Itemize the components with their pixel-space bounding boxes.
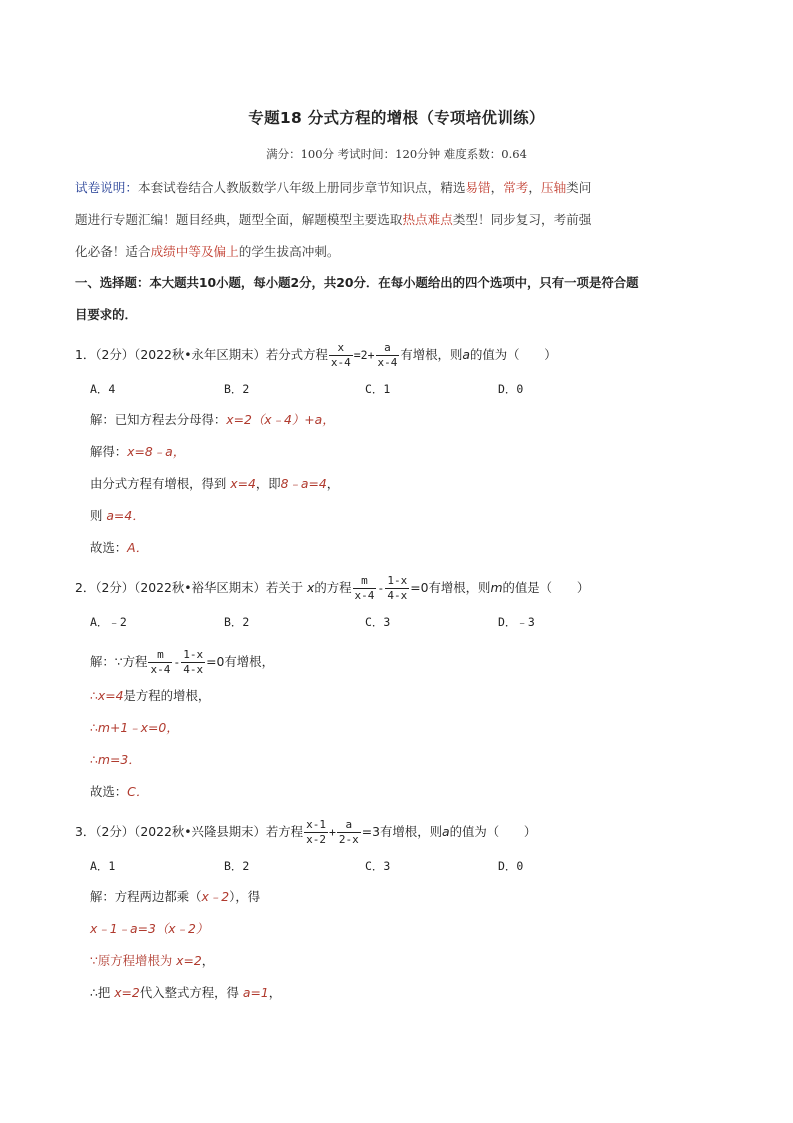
fraction: $\frac{m}{x-4}$ — [354, 574, 375, 602]
q2-answer: 故选：C． — [90, 784, 149, 799]
fraction: $\frac{a}{2-x}$ — [338, 818, 359, 846]
fraction: $\frac{1-x}{4-x}$ — [387, 574, 408, 602]
fraction: $\frac{x-1}{x-2}$ — [306, 818, 326, 846]
description-label: 试卷说明： — [75, 180, 138, 195]
q1-option-a: A．4 — [90, 382, 116, 396]
q1-option-b: B．2 — [224, 382, 250, 396]
q1-solution-line-2: 解得：x=8﹣a， — [90, 444, 186, 459]
section-heading: 一、选择题：本大题共10小题，每小题2分，共20分．在每小题给出的四个选项中，只有一项是符合题 — [75, 275, 639, 290]
q2-solution-head: 解：∵方程 $\frac{m}{x-4}$ - $\frac{1-x}{4-x}$ =0有增根， — [90, 648, 274, 676]
q1-solution-line-4: 则 a=4． — [90, 508, 145, 523]
q3-option-a: A．1 — [90, 859, 116, 873]
q2-option-a: A．﹣2 — [90, 615, 127, 629]
q2-solution-line-2: ∴m+1﹣x=0， — [90, 720, 179, 735]
fraction: $\frac{a}{x-4}$ — [377, 341, 398, 369]
q2-option-c: C．3 — [365, 615, 391, 629]
q3-solution-line-1: 解：方程两边都乘（x﹣2），得 — [90, 889, 261, 904]
q1-answer: 故选：A． — [90, 540, 149, 555]
section-heading-cont: 目要求的． — [75, 307, 137, 322]
page-title: 专题18 分式方程的增根（专项培优训练） — [248, 109, 545, 127]
description-line-2: 题进行专题汇编！题目经典，题型全面，解题模型主要选取热点难点类型！同步复习，考前强 — [75, 212, 592, 227]
q3-solution-line-3: ∵原方程增根为 x=2， — [90, 953, 215, 968]
q3-option-d: D．0 — [498, 859, 524, 873]
q3-option-c: C．3 — [365, 859, 391, 873]
exam-meta: 满分：100分 考试时间：120分钟 难度系数：0.64 — [266, 147, 527, 161]
question-3: 3．（2分）（2022秋•兴隆县期末）若方程 $\frac{x-1}{x-2}$ + $\frac{a}{2-x}$ =3有增根，则a的值为（ ） — [75, 818, 537, 846]
fraction: $\frac{m}{x-4}$ — [150, 648, 171, 676]
q3-option-b: B．2 — [224, 859, 250, 873]
question-1: 1．（2分）（2022秋•永年区期末）若分式方程 $\frac{x}{x-4}$ =2+ $\frac{a}{x-4}$ 有增根，则a的值为（ ） — [75, 341, 557, 369]
q1-solution-line-3: 由分式方程有增根，得到 x=4，即8﹣a=4， — [90, 476, 340, 491]
q2-solution-line-3: ∴m=3． — [90, 752, 141, 767]
q1-solution-line-1: 解：已知方程去分母得：x=2（x﹣4）+a， — [90, 412, 335, 427]
fraction: $\frac{x}{x-4}$ — [330, 341, 351, 369]
q2-option-b: B．2 — [224, 615, 250, 629]
description-line-1: 试卷说明：本套试卷结合人教版数学八年级上册同步章节知识点，精选易错，常考，压轴类问 — [75, 180, 592, 195]
q3-solution-line-2: x﹣1﹣a=3（x﹣2） — [90, 921, 209, 936]
q1-option-d: D．0 — [498, 382, 524, 396]
description-line-3: 化必备！适合成绩中等及偏上的学生拔高冲刺。 — [75, 244, 340, 259]
q2-option-d: D．﹣3 — [498, 615, 535, 629]
fraction: $\frac{1-x}{4-x}$ — [183, 648, 204, 676]
q1-option-c: C．1 — [365, 382, 391, 396]
q3-solution-line-4: ∴把 x=2代入整式方程，得 a=1， — [90, 985, 282, 1000]
question-2: 2．（2分）（2022秋•裕华区期末）若关于 x的方程 $\frac{m}{x-4}$ - $\frac{1-x}{4-x}$ =0有增根，则m的值是（ ） — [75, 574, 590, 602]
q2-solution-line-1: ∴x=4是方程的增根， — [90, 688, 211, 703]
